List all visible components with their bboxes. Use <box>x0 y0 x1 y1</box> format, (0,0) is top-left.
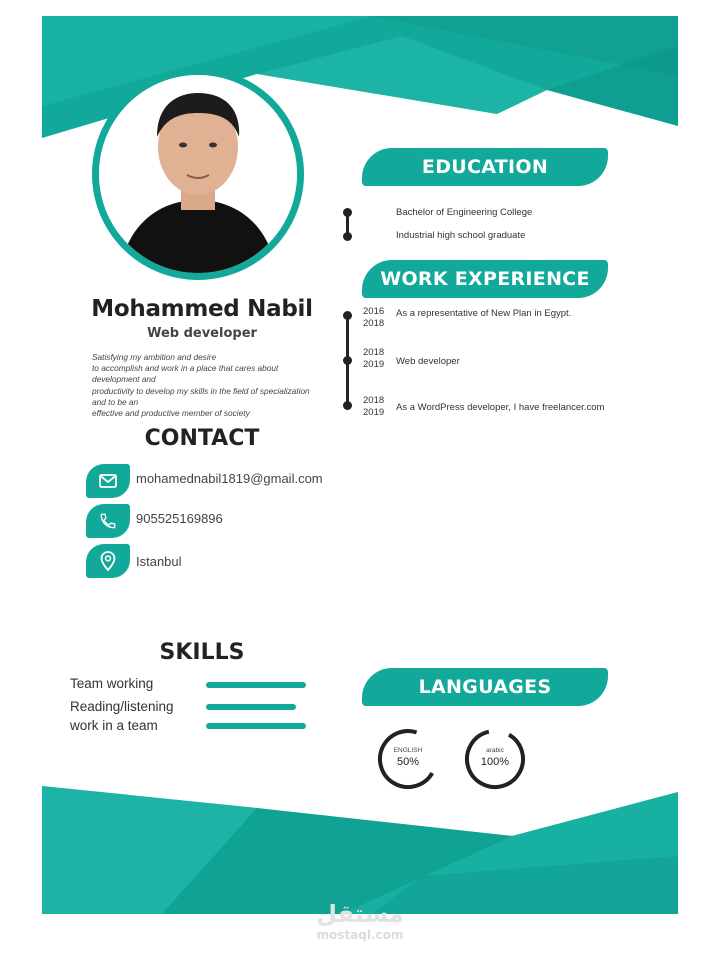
timeline-dot <box>343 208 352 217</box>
watermark <box>0 900 720 942</box>
skill-label: work in a team <box>70 718 158 733</box>
skill-bar <box>206 723 306 729</box>
education-item: Bachelor of Engineering College <box>396 207 533 218</box>
work-experience-heading: WORK EXPERIENCE <box>362 260 608 298</box>
timeline-dot <box>343 311 352 320</box>
languages-heading: LANGUAGES <box>362 668 608 706</box>
skill-bar-fill <box>206 704 296 710</box>
summary-line: development and <box>92 374 156 385</box>
timeline-dot <box>343 401 352 410</box>
work-year-from: 2018 <box>363 347 385 358</box>
skill-label: Team working <box>70 676 154 691</box>
timeline-dot <box>343 356 352 365</box>
profile-summary <box>92 352 332 419</box>
skill-bar-fill <box>206 723 306 729</box>
watermark-site: mostaql.com <box>316 928 404 942</box>
work-year-from: 2018 <box>363 395 385 406</box>
skills-heading: SKILLS <box>159 640 245 665</box>
language-name: ENGLISH <box>393 747 423 754</box>
contact-phone[interactable]: 905525169896 <box>136 511 223 526</box>
skill-bar-fill <box>206 682 306 688</box>
contact-location: Istanbul <box>136 554 182 569</box>
profile-portrait-illustration <box>99 75 297 273</box>
summary-line: productivity to develop my skills in the field of specialization <box>92 385 310 396</box>
watermark-arabic: مستقل <box>316 900 404 928</box>
summary-line: effective and productive member of society <box>92 408 250 419</box>
location-badge <box>86 544 130 578</box>
location-pin-icon <box>100 551 116 571</box>
phone-icon <box>99 512 117 530</box>
summary-line: to accomplish and work in a place that cares about <box>92 363 279 374</box>
skill-label: Reading/listening <box>70 699 174 714</box>
work-years <box>363 395 384 419</box>
work-years <box>363 306 384 330</box>
summary-line: Satisfying my ambition and desire <box>92 352 217 362</box>
resume-sheet <box>42 16 678 914</box>
profile-role: Web developer <box>147 326 257 341</box>
language-percent: 50% <box>396 756 420 768</box>
work-year-from: 2016 <box>363 306 385 317</box>
envelope-icon <box>99 474 117 488</box>
language-percent: 100% <box>480 756 510 768</box>
email-badge <box>86 464 130 498</box>
phone-badge <box>86 504 130 538</box>
language-english <box>376 727 440 791</box>
work-years <box>363 347 384 371</box>
language-arabic <box>463 727 527 791</box>
work-description: Web developer <box>396 356 460 367</box>
skill-bar <box>206 704 306 710</box>
summary-line: and to be an <box>92 396 139 407</box>
timeline-dot <box>343 232 352 241</box>
contact-email[interactable]: mohamednabil1819@gmail.com <box>136 471 323 486</box>
language-name: arabic <box>486 747 504 754</box>
work-description: As a WordPress developer, I have freelancer.com <box>396 402 605 413</box>
contact-heading: CONTACT <box>144 426 260 451</box>
work-year-to: 2019 <box>363 359 385 370</box>
work-year-to: 2018 <box>363 318 385 329</box>
work-description: As a representative of New Plan in Egypt. <box>396 308 572 319</box>
education-item: Industrial high school graduate <box>396 230 526 241</box>
profile-photo <box>92 68 304 280</box>
education-heading: EDUCATION <box>362 148 608 186</box>
skill-bar <box>206 682 306 688</box>
work-year-to: 2019 <box>363 407 385 418</box>
profile-name: Mohammed Nabil <box>91 296 313 322</box>
